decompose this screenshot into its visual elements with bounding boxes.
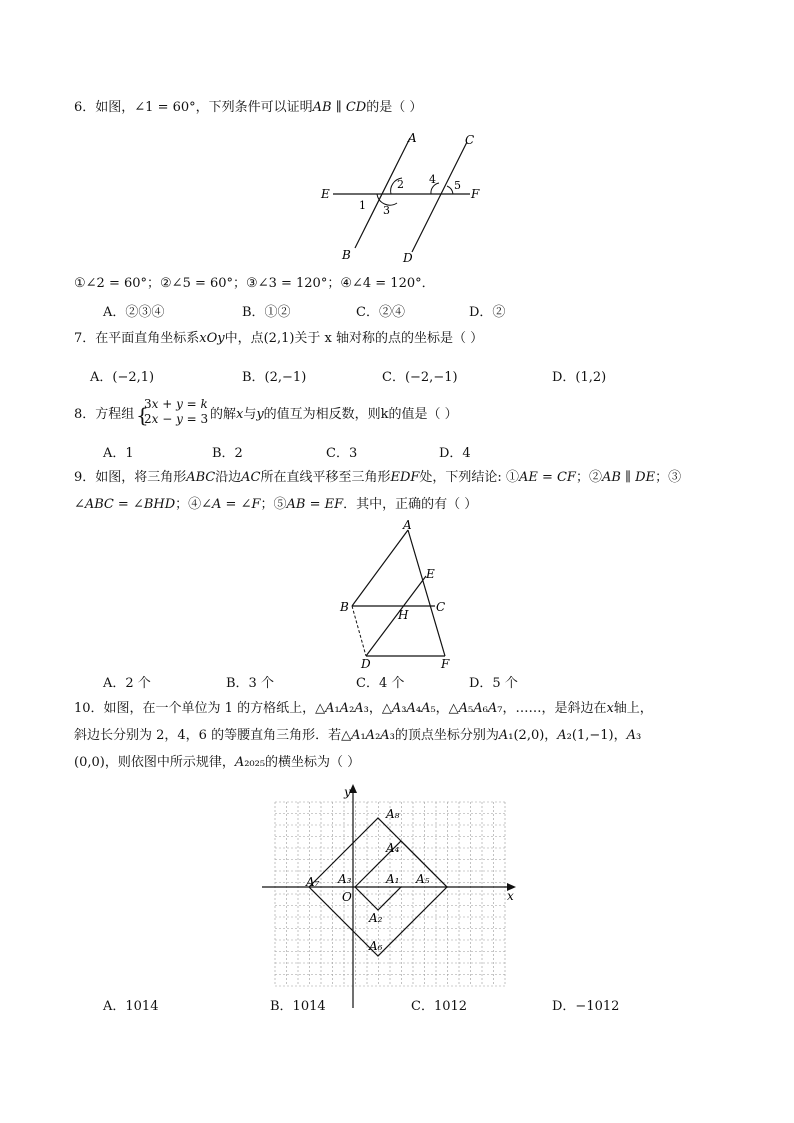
label-x-axis: x	[507, 889, 514, 903]
q10-stem-line3: (0,0)，则依图中所示规律，𝐴₂₀₂₅的横坐标为（ ）	[74, 755, 361, 770]
label-a8: A₈	[386, 807, 400, 821]
q7-option-a[interactable]: A．(−2,1)	[90, 370, 155, 385]
q10-stem-line2: 斜边长分别为 2，4，6 的等腰直角三角形．若△𝐴₁𝐴₂𝐴₃的顶点坐标分别为𝐴₁(2,0)，𝐴₂(1,−1)，𝐴₃	[74, 728, 642, 743]
label-a2: A₂	[369, 911, 383, 925]
label-2: 2	[397, 178, 404, 191]
q10-option-c[interactable]: C．1012	[411, 999, 468, 1014]
label-4: 4	[429, 173, 436, 186]
q10-grid-figure	[260, 782, 525, 1012]
label-d: D	[403, 251, 413, 265]
line-ab	[355, 138, 410, 248]
q6-figure	[315, 128, 495, 268]
side-ed	[366, 576, 426, 656]
segment-bd	[352, 606, 366, 656]
side-ab	[352, 530, 408, 606]
angle-5-arc	[447, 186, 453, 194]
label-a7: A₇	[306, 875, 320, 889]
q8-stem-prefix: 8．方程组	[74, 407, 135, 422]
q8-option-a[interactable]: A．1	[103, 446, 134, 461]
label-b: B	[340, 600, 349, 614]
line-cd	[412, 142, 467, 252]
q6-option-c[interactable]: C．②④	[356, 305, 405, 320]
label-a4: A₄	[386, 841, 400, 855]
q8-system-line1: 3𝑥 + 𝑦 = 𝑘	[144, 397, 208, 411]
label-h: H	[398, 608, 409, 622]
q7-option-c[interactable]: C．(−2,−1)	[382, 370, 458, 385]
label-e: E	[321, 187, 330, 201]
q9-option-a[interactable]: A．2 个	[103, 676, 151, 691]
q6-conditions: ①∠2 = 60°；②∠5 = 60°；③∠3 = 120°；④∠4 = 120°．	[74, 276, 435, 291]
q8-option-b[interactable]: B．2	[212, 446, 243, 461]
label-f: F	[471, 187, 480, 201]
label-d: D	[361, 657, 371, 671]
label-a6: A₆	[369, 939, 383, 953]
q10-option-d[interactable]: D．−1012	[552, 999, 620, 1014]
q9-stem-line2: ∠𝐴𝐵𝐶 = ∠𝐵𝐻𝐷；④∠𝐴 = ∠𝐹；⑤𝐴𝐵 = 𝐸𝐹．其中，正确的有（ ）	[74, 497, 478, 512]
q10-option-a[interactable]: A．1014	[103, 999, 159, 1014]
q9-figure	[335, 516, 465, 671]
q10-stem-line1: 10．如图，在一个单位为 1 的方格纸上，△𝐴₁𝐴₂𝐴₃，△𝐴₃𝐴₄𝐴₅，△𝐴₅𝐴₆𝐴₇，……，是斜边在𝑥轴上，	[74, 701, 653, 716]
q9-stem-line1: 9．如图，将三角形𝐴𝐵𝐶沿边𝐴𝐶所在直线平移至三角形𝐸𝐷𝐹处，下列结论: ①𝐴𝐸 = 𝐶𝐹；②𝐴𝐵 ∥ 𝐷𝐸；③	[74, 470, 682, 485]
q6-option-b[interactable]: B．①②	[242, 305, 291, 320]
q8-brace: {	[136, 403, 149, 427]
triangle-a1a2a3	[355, 887, 401, 910]
label-c: C	[436, 600, 446, 614]
q8-system-line2: 2𝑥 − 𝑦 = 3	[144, 412, 209, 426]
label-3: 3	[383, 204, 390, 217]
q7-stem: 7．在平面直角坐标系𝑥𝑂𝑦中，点(2,1)关于 x 轴对称的点的坐标是（ ）	[74, 331, 484, 346]
label-b: B	[342, 248, 351, 262]
q8-option-d[interactable]: D．4	[439, 446, 471, 461]
q9-option-b[interactable]: B．3 个	[226, 676, 274, 691]
q6-stem: 6．如图，∠1 = 60°，下列条件可以证明𝐴𝐵 ∥ 𝐶𝐷的是（ ）	[74, 100, 423, 115]
q7-option-d[interactable]: D．(1,2)	[552, 370, 607, 385]
label-a1: A₁	[386, 872, 400, 886]
q9-option-d[interactable]: D．5 个	[469, 676, 518, 691]
q6-option-d[interactable]: D．②	[469, 305, 506, 320]
q9-option-c[interactable]: C．4 个	[356, 676, 405, 691]
label-e: E	[426, 567, 435, 581]
label-a5: A₅	[416, 872, 430, 886]
label-1: 1	[359, 199, 366, 212]
q7-option-b[interactable]: B．(2,−1)	[242, 370, 307, 385]
q8-option-c[interactable]: C．3	[326, 446, 358, 461]
label-c: C	[465, 133, 475, 147]
label-a3: A₃	[338, 872, 352, 886]
q10-option-b[interactable]: B．1014	[270, 999, 326, 1014]
q8-stem-suffix: 的解𝑥与𝑦的值互为相反数，则k的值是（ ）	[210, 407, 458, 422]
label-a: A	[408, 131, 417, 145]
label-y-axis: y	[344, 785, 351, 799]
label-5: 5	[454, 179, 461, 192]
q6-option-a[interactable]: A．②③④	[103, 305, 165, 320]
label-f: F	[441, 657, 450, 671]
label-a: A	[403, 518, 412, 532]
label-origin: O	[342, 890, 352, 904]
